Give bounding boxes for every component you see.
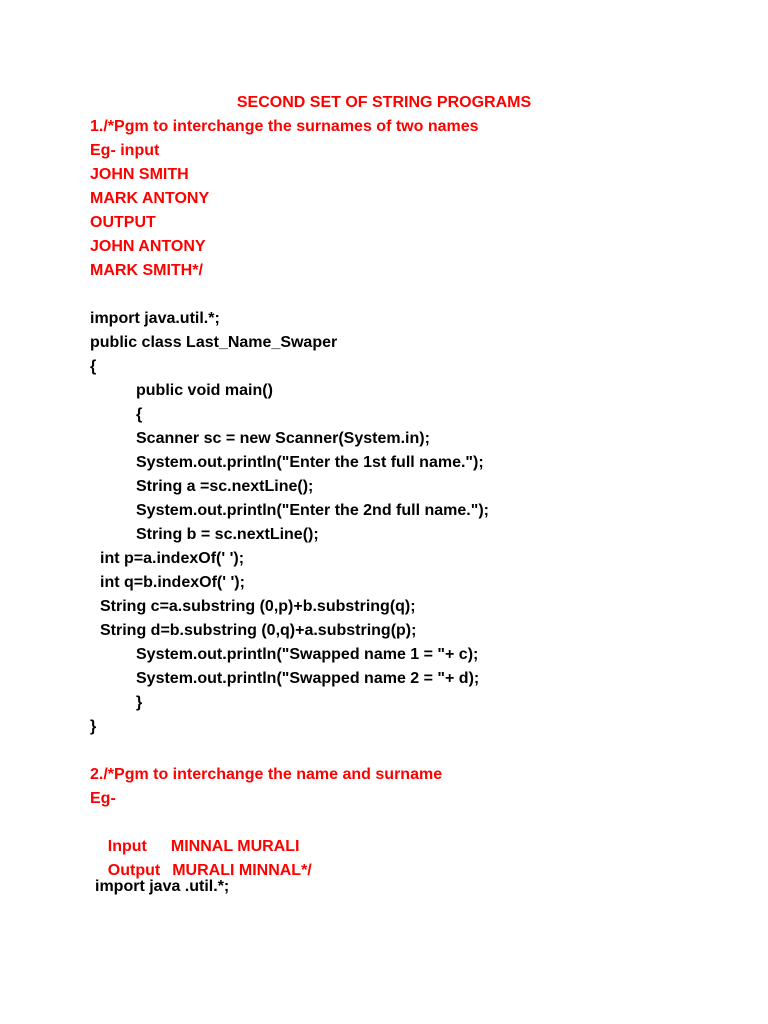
code-line: System.out.println("Swapped name 2 = "+ d); <box>136 670 480 687</box>
code-line: Scanner sc = new Scanner(System.in); <box>136 430 430 447</box>
code-line: System.out.println("Enter the 1st full name."); <box>136 454 484 471</box>
program2-heading: 2./*Pgm to interchange the name and surname <box>90 766 443 783</box>
code-line: { <box>90 358 97 375</box>
code-line: String d=b.substring (0,q)+a.substring(p); <box>100 622 417 639</box>
code-line: import java.util.*; <box>90 310 220 327</box>
program2-input-row <box>90 811 300 855</box>
code-line: String b = sc.nextLine(); <box>136 526 319 543</box>
code-line: } <box>136 694 143 711</box>
program2-output-label: Output <box>107 862 161 879</box>
code-line: import java .util.*; <box>95 878 230 895</box>
code-line: { <box>136 406 143 423</box>
program2-example-label: Eg- <box>90 790 116 807</box>
program1-output-label: OUTPUT <box>90 214 156 231</box>
program2-output-value: MURALI MINNAL*/ <box>172 862 312 879</box>
code-line: public class Last_Name_Swaper <box>90 334 338 351</box>
code-line: int q=b.indexOf(' '); <box>100 574 245 591</box>
code-line: System.out.println("Swapped name 1 = "+ c); <box>136 646 479 663</box>
code-line: int p=a.indexOf(' '); <box>100 550 245 567</box>
document-title: SECOND SET OF STRING PROGRAMS <box>236 94 532 111</box>
code-line: System.out.println("Enter the 2nd full name."); <box>136 502 489 519</box>
code-line: String a =sc.nextLine(); <box>136 478 314 495</box>
program1-input-1: JOHN SMITH <box>90 166 189 183</box>
code-line: public void main() <box>136 382 273 399</box>
program2-output-row <box>90 835 312 879</box>
program1-output-1: JOHN ANTONY <box>90 238 206 255</box>
program1-heading: 1./*Pgm to interchange the surnames of two names <box>90 118 479 135</box>
program2-input-value: MINNAL MURALI <box>170 838 300 855</box>
program1-input-2: MARK ANTONY <box>90 190 210 207</box>
program1-example-label: Eg- input <box>90 142 160 159</box>
program1-output-2: MARK SMITH*/ <box>90 262 203 279</box>
code-line: String c=a.substring (0,p)+b.substring(q); <box>100 598 416 615</box>
program2-input-label: Input <box>107 838 147 855</box>
code-line: } <box>90 718 97 735</box>
